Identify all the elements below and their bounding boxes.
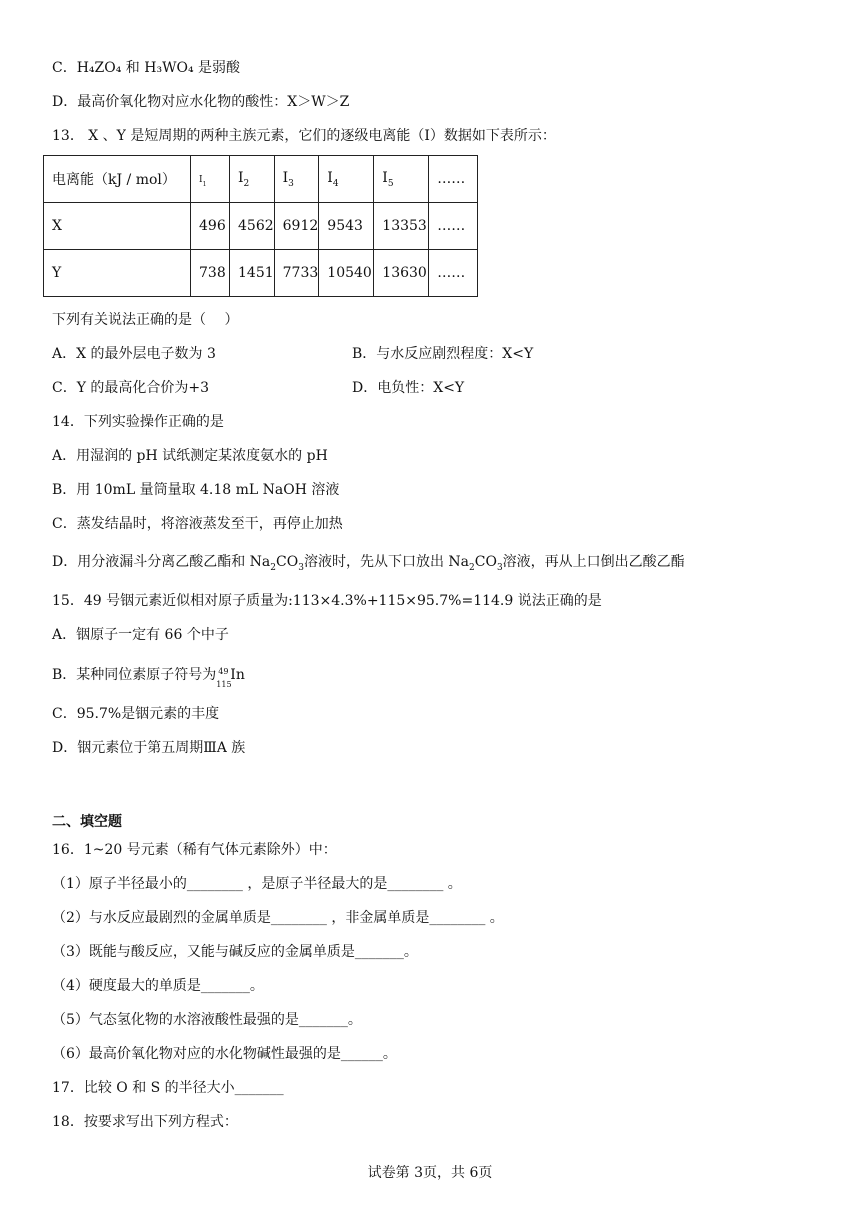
q14-stem: 14．下列实验操作正确的是 [52, 414, 224, 430]
table-header-cell: …… [429, 156, 478, 203]
page-footer: 试卷第 3页，共 6页 [367, 1165, 493, 1181]
q16-part-2: （2）与水反应最剧烈的金属单质是________ ，非金属单质是________ 。 [52, 910, 504, 926]
q16-part-5: （5）气态氢化物的水溶液酸性最强的是_______。 [52, 1012, 362, 1028]
table-header-cell: 电离能（kJ / mol） [44, 156, 191, 203]
table-header-cell: $I_2$ [230, 156, 275, 203]
q16-stem: 16．1~20 号元素（稀有气体元素除外）中： [52, 842, 337, 858]
q15-option-a: A．铟原子一定有 66 个中子 [52, 627, 229, 643]
table-cell: 9543 [319, 203, 374, 250]
q14-option-a: A．用湿润的 pH 试纸测定某浓度氨水的 pH [52, 448, 328, 464]
table-header-cell: $I_3$ [274, 156, 319, 203]
q15-option-d: D．铟元素位于第五周期ⅢA 族 [52, 740, 246, 756]
table-header-cell: $I_5$ [374, 156, 429, 203]
table-header-cell: $I_1$ [191, 156, 230, 203]
q13-option-b: B．与水反应剧烈程度：X<Y [352, 346, 534, 362]
table-cell: 6912 [274, 203, 319, 250]
table-cell: …… [429, 250, 478, 297]
table-row [44, 250, 478, 297]
section-title: 二、填空题 [52, 814, 122, 830]
ionization-energy-table [43, 155, 478, 297]
q17-stem: 17．比较 O 和 S 的半径大小_______ [52, 1080, 284, 1096]
q15-stem: 15．49 号铟元素近似相对原子质量为:113×4.3%+115×95.7%=114.9 说法正确的是 [52, 593, 602, 609]
table-cell: 1451 [230, 250, 275, 297]
q13-option-d: D．电负性：X<Y [352, 380, 465, 396]
table-cell: …… [429, 203, 478, 250]
q12-option-c: C．H₄ZO₄ 和 H₃WO₄ 是弱酸 [52, 60, 241, 76]
q13-option-a: A．X 的最外层电子数为 3 [52, 346, 216, 362]
q16-part-1: （1）原子半径最小的________ ，是原子半径最大的是________ 。 [52, 876, 462, 892]
isotope-notation: 49 115 [216, 667, 232, 689]
table-cell: Y [44, 250, 191, 297]
q16-part-3: （3）既能与酸反应，又能与碱反应的金属单质是_______。 [52, 944, 418, 960]
q12-option-d: D．最高价氧化物对应水化物的酸性：X＞W＞Z [52, 94, 350, 110]
table-cell: 738 [191, 250, 230, 297]
table-cell: 496 [191, 203, 230, 250]
table-row [44, 203, 478, 250]
table-cell: 10540 [319, 250, 374, 297]
q13-stem: 13． X 、Y 是短周期的两种主族元素，它们的逐级电离能（I）数据如下表所示： [52, 128, 556, 144]
q14-option-d: D．用分液漏斗分离乙酸乙酯和 $Na_2CO_3$溶液时，先从下口放出 $Na_2CO_3$溶液，再从上口倒出乙酸乙酯 [52, 554, 685, 573]
table-cell: 7733 [274, 250, 319, 297]
table-header-cell: $I_4$ [319, 156, 374, 203]
q15-option-b: B．某种同位素原子符号为 49 115 In [52, 667, 245, 689]
q16-part-4: （4）硬度最大的单质是_______。 [52, 978, 264, 994]
q13-ask: 下列有关说法正确的是（ ） [52, 312, 239, 328]
table-header-row [44, 156, 478, 203]
table-cell: 13353 [374, 203, 429, 250]
table-cell: X [44, 203, 191, 250]
q14-option-b: B．用 10mL 量筒量取 4.18 mL NaOH 溶液 [52, 482, 340, 498]
table-cell: 13630 [374, 250, 429, 297]
q15-option-c: C．95.7%是铟元素的丰度 [52, 706, 220, 722]
q18-stem: 18．按要求写出下列方程式： [52, 1114, 238, 1130]
table-cell: 4562 [230, 203, 275, 250]
q16-part-6: （6）最高价氧化物对应的水化物碱性最强的是______。 [52, 1046, 397, 1062]
q14-option-c: C．蒸发结晶时，将溶液蒸发至干，再停止加热 [52, 516, 343, 532]
q13-option-c: C．Y 的最高化合价为+3 [52, 380, 210, 396]
